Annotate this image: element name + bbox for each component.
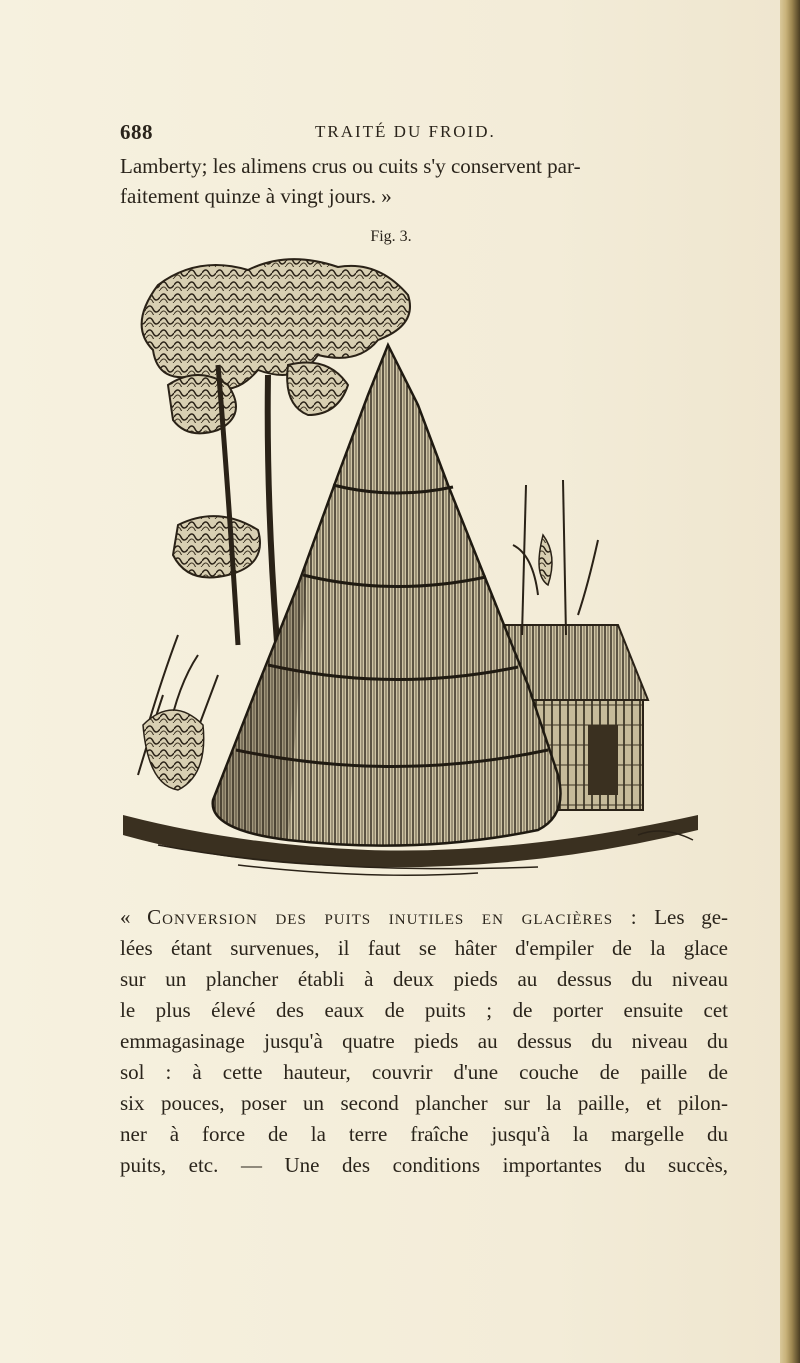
paragraph-first-line <box>120 902 728 932</box>
paragraph-line-6: sol : à cette hauteur, couvrir d'une couche de paille de <box>120 1060 728 1084</box>
intro-line-1: Lamberty; les alimens crus ou cuits s'y conservent par- <box>120 154 581 178</box>
page-number: 688 <box>120 120 153 144</box>
opening-quote: « <box>120 905 131 929</box>
running-title: TRAITÉ DU FROID. <box>315 122 496 141</box>
paragraph-line-2: lées étant survenues, il faut se hâter d'empiler de la glace <box>120 936 728 960</box>
tree-foliage <box>142 259 410 389</box>
figure-caption: Fig. 3. <box>370 228 412 245</box>
paragraph-line-9: puits, etc. — Une des conditions importantes du succès, <box>120 1153 728 1177</box>
paragraph-line-8: ner à force de la terre fraîche jusqu'à la margelle du <box>120 1122 728 1146</box>
heading-continuation: Les ge- <box>654 905 729 929</box>
intro-line-2: faitement quinze à vingt jours. » <box>120 184 392 208</box>
running-head <box>120 120 720 144</box>
book-spine-edge <box>780 0 800 1363</box>
paragraph-line-7: six pouces, poser un second plancher sur la paille, et pilon- <box>120 1091 728 1115</box>
paragraph-line-5: emmagasinage jusqu'à quatre pieds au dessus du niveau du <box>120 1029 728 1053</box>
paragraph-line-3: sur un plancher établi à deux pieds au dessus du niveau <box>120 967 728 991</box>
figure-illustration <box>118 255 708 895</box>
paragraph-line-4: le plus élevé des eaux de puits ; de porter ensuite cet <box>120 998 728 1022</box>
thatched-icehouse-engraving <box>118 255 708 895</box>
section-heading: Conversion des puits inutiles en glacières : <box>147 905 638 929</box>
